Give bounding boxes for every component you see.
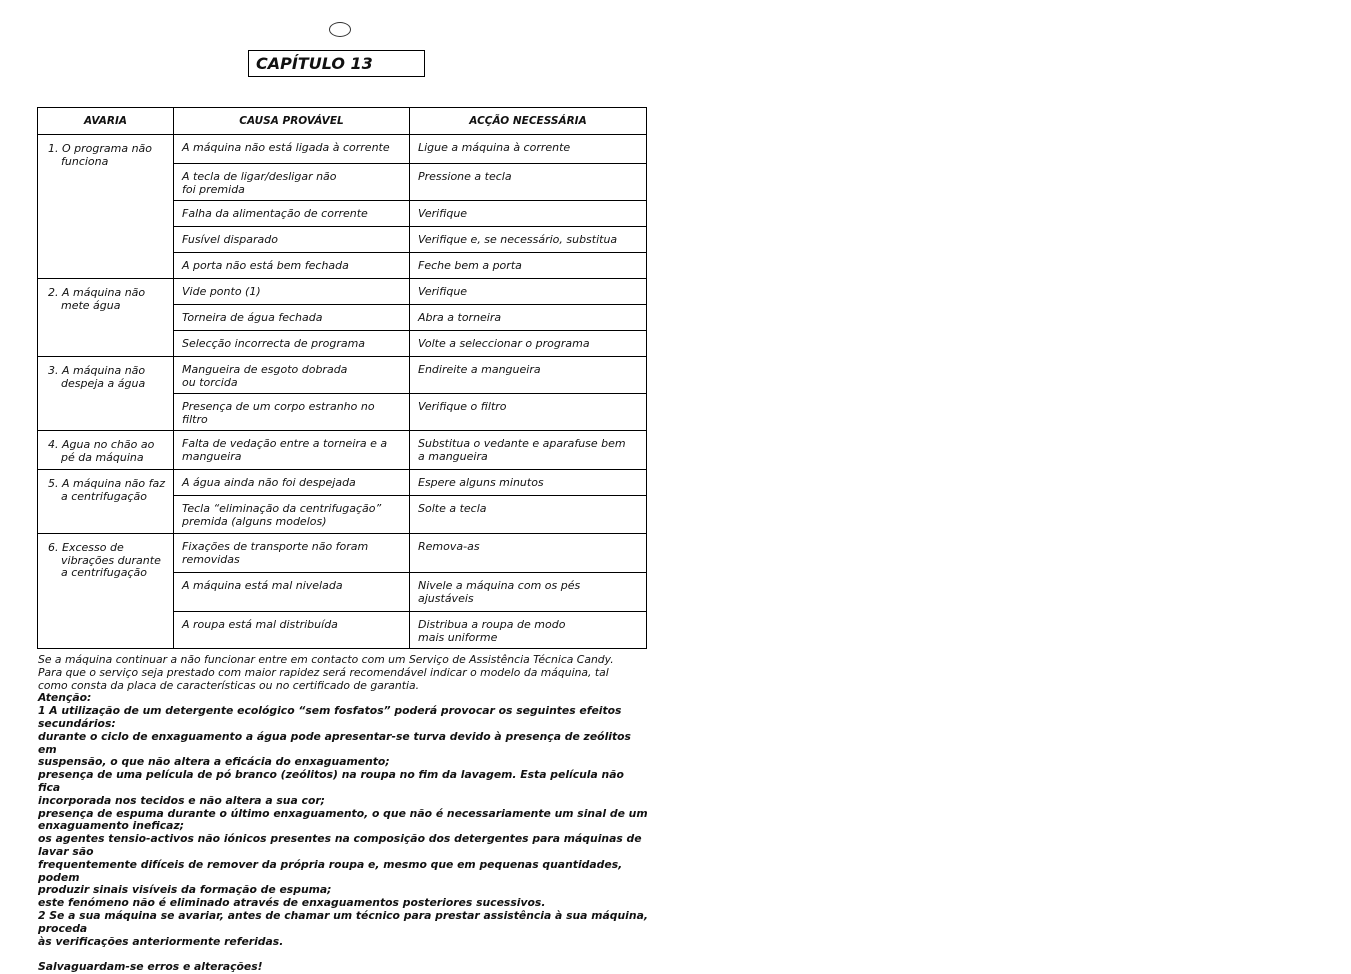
- causa-text: Fusível disparado: [182, 233, 278, 246]
- table-row: [38, 470, 647, 496]
- note-line: 2 Se a sua máquina se avariar, antes de chamar um técnico para prestar assistência à sua máquina, proceda: [38, 908, 648, 935]
- table-row: [38, 431, 647, 470]
- avaria-cell: [38, 135, 174, 279]
- table-body: [38, 135, 647, 649]
- note-line: presença de uma película de pó branco (zeólitos) na roupa no fim da lavagem. Esta película não fica: [38, 768, 624, 794]
- notes-warning: [38, 692, 648, 948]
- causa-text: Mangueira de esgoto dobrada ou torcida: [182, 363, 348, 389]
- avaria-text: 6. Excesso de vibrações durante a centrifugação: [48, 541, 161, 579]
- language-oval: [329, 22, 351, 37]
- note-line: frequentemente difíceis de remover da própria roupa e, mesmo que em pequenas quantidades, podem: [38, 857, 623, 884]
- causa-cell: [174, 612, 410, 649]
- causa-cell: [174, 534, 410, 573]
- causa-text: Vide ponto (1): [182, 285, 261, 298]
- note-line: suspensão, o que não altera a eficácia do enxaguamento;: [38, 755, 390, 769]
- accao-cell: [410, 227, 647, 253]
- accao-text: Distribua a roupa de modo mais uniforme: [418, 618, 566, 644]
- accao-cell: [410, 279, 647, 305]
- avaria-text: 5. A máquina não faz a centrifugação: [48, 477, 166, 503]
- notes-footer: Salvaguardam-se erros e alterações!: [38, 960, 263, 974]
- accao-cell: [410, 253, 647, 279]
- causa-text: A máquina não está ligada à corrente: [182, 141, 390, 154]
- causa-text: Presença de um corpo estranho no filtro: [182, 400, 375, 426]
- accao-text: Abra a torneira: [418, 311, 502, 324]
- causa-cell: [174, 431, 410, 470]
- table-row: [38, 279, 647, 305]
- note-line: durante o ciclo de enxaguamento a água pode apresentar-se turva devido à presença de zeólitos em: [38, 729, 631, 756]
- causa-cell: [174, 331, 410, 357]
- accao-text: Remova-as: [418, 540, 480, 553]
- header-accao: ACÇÃO NECESSÁRIA: [410, 108, 647, 135]
- table-header-row: [38, 108, 647, 135]
- causa-text: Torneira de água fechada: [182, 311, 323, 324]
- note-line: como consta da placa de características ou no certificado de garantia.: [38, 678, 420, 692]
- avaria-text: 4. Agua no chão ao pé da máquina: [48, 438, 155, 464]
- accao-text: Verifique: [418, 285, 468, 298]
- causa-cell: [174, 394, 410, 431]
- avaria-cell: [38, 431, 174, 470]
- table-row: [38, 357, 647, 394]
- note-line: este fenómeno não é eliminado através de enxaguamentos posteriores sucessivos.: [38, 896, 546, 910]
- accao-text: Ligue a máquina à corrente: [418, 141, 571, 154]
- causa-cell: [174, 305, 410, 331]
- causa-cell: [174, 253, 410, 279]
- accao-cell: [410, 357, 647, 394]
- note-line: Para que o serviço seja prestado com maior rapidez será recomendável indicar o modelo da máquina, tal: [38, 665, 609, 679]
- accao-cell: [410, 305, 647, 331]
- note-line: às verificações anteriormente referidas.: [38, 934, 284, 948]
- avaria-cell: [38, 357, 174, 431]
- chapter-title: CAPÍTULO 13: [248, 50, 425, 77]
- causa-text: A porta não está bem fechada: [182, 259, 349, 272]
- accao-cell: [410, 201, 647, 227]
- troubleshooting-table: [37, 107, 647, 649]
- causa-text: A máquina está mal nivelada: [182, 579, 343, 592]
- note-line: Atenção:: [38, 691, 92, 705]
- accao-text: Substitua o vedante e aparafuse bem a mangueira: [418, 437, 626, 463]
- accao-cell: [410, 612, 647, 649]
- note-line: produzir sinais visíveis da formação de espuma;: [38, 883, 332, 897]
- causa-cell: [174, 573, 410, 612]
- note-line: presença de espuma durante o último enxaguamento, o que não é necessariamente um sinal de um: [38, 806, 648, 820]
- accao-text: Nivele a máquina com os pés ajustáveis: [418, 579, 581, 605]
- accao-cell: [410, 431, 647, 470]
- note-line: os agentes tensio-activos não iónicos presentes na composição dos detergentes para máquinas de lavar são: [38, 832, 642, 858]
- causa-cell: [174, 470, 410, 496]
- causa-cell: [174, 227, 410, 253]
- note-line: incorporada nos tecidos e não altera a sua cor;: [38, 793, 325, 807]
- avaria-text: 2. A máquina não mete água: [48, 286, 146, 312]
- accao-text: Solte a tecla: [418, 502, 487, 515]
- accao-text: Feche bem a porta: [418, 259, 522, 272]
- causa-text: Fixações de transporte não foram removidas: [182, 540, 369, 566]
- accao-text: Verifique e, se necessário, substitua: [418, 233, 618, 246]
- note-line: enxaguamento ineficaz;: [38, 819, 185, 833]
- causa-cell: [174, 357, 410, 394]
- accao-cell: [410, 135, 647, 164]
- accao-text: Verifique o filtro: [418, 400, 507, 413]
- table-row: [38, 534, 647, 573]
- notes-normal: [38, 654, 648, 692]
- causa-text: A tecla de ligar/desligar não foi premida: [182, 170, 337, 196]
- header-causa: CAUSA PROVÁVEL: [174, 108, 410, 135]
- accao-cell: [410, 573, 647, 612]
- accao-cell: [410, 331, 647, 357]
- causa-cell: [174, 496, 410, 534]
- causa-text: Falha da alimentação de corrente: [182, 207, 368, 220]
- avaria-text: 3. A máquina não despeja a água: [48, 364, 146, 390]
- accao-text: Endireite a mangueira: [418, 363, 541, 376]
- accao-text: Verifique: [418, 207, 468, 220]
- accao-cell: [410, 164, 647, 201]
- avaria-cell: [38, 279, 174, 357]
- accao-text: Espere alguns minutos: [418, 476, 544, 489]
- causa-text: Selecção incorrecta de programa: [182, 337, 366, 350]
- notes-section: [38, 654, 648, 974]
- causa-text: Tecla “eliminação da centrifugação” premida (alguns modelos): [182, 502, 382, 528]
- causa-cell: [174, 201, 410, 227]
- accao-text: Volte a seleccionar o programa: [418, 337, 590, 350]
- accao-text: Pressione a tecla: [418, 170, 512, 183]
- causa-cell: [174, 135, 410, 164]
- avaria-text: 1. O programa não funciona: [48, 142, 153, 168]
- accao-cell: [410, 394, 647, 431]
- note-line: 1 A utilização de um detergente ecológico “sem fosfatos” poderá provocar os seguintes efeitos secundários:: [38, 704, 622, 730]
- accao-cell: [410, 496, 647, 534]
- header-avaria: AVARIA: [38, 108, 174, 135]
- causa-cell: [174, 164, 410, 201]
- causa-text: Falta de vedação entre a torneira e a mangueira: [182, 437, 388, 463]
- causa-text: A água ainda não foi despejada: [182, 476, 356, 489]
- table-row: [38, 135, 647, 164]
- note-line: Se a máquina continuar a não funcionar entre em contacto com um Serviço de Assistência Técnica Candy.: [38, 653, 614, 666]
- accao-cell: [410, 470, 647, 496]
- avaria-cell: [38, 470, 174, 534]
- causa-text: A roupa está mal distribuída: [182, 618, 338, 631]
- avaria-cell: [38, 534, 174, 649]
- accao-cell: [410, 534, 647, 573]
- causa-cell: [174, 279, 410, 305]
